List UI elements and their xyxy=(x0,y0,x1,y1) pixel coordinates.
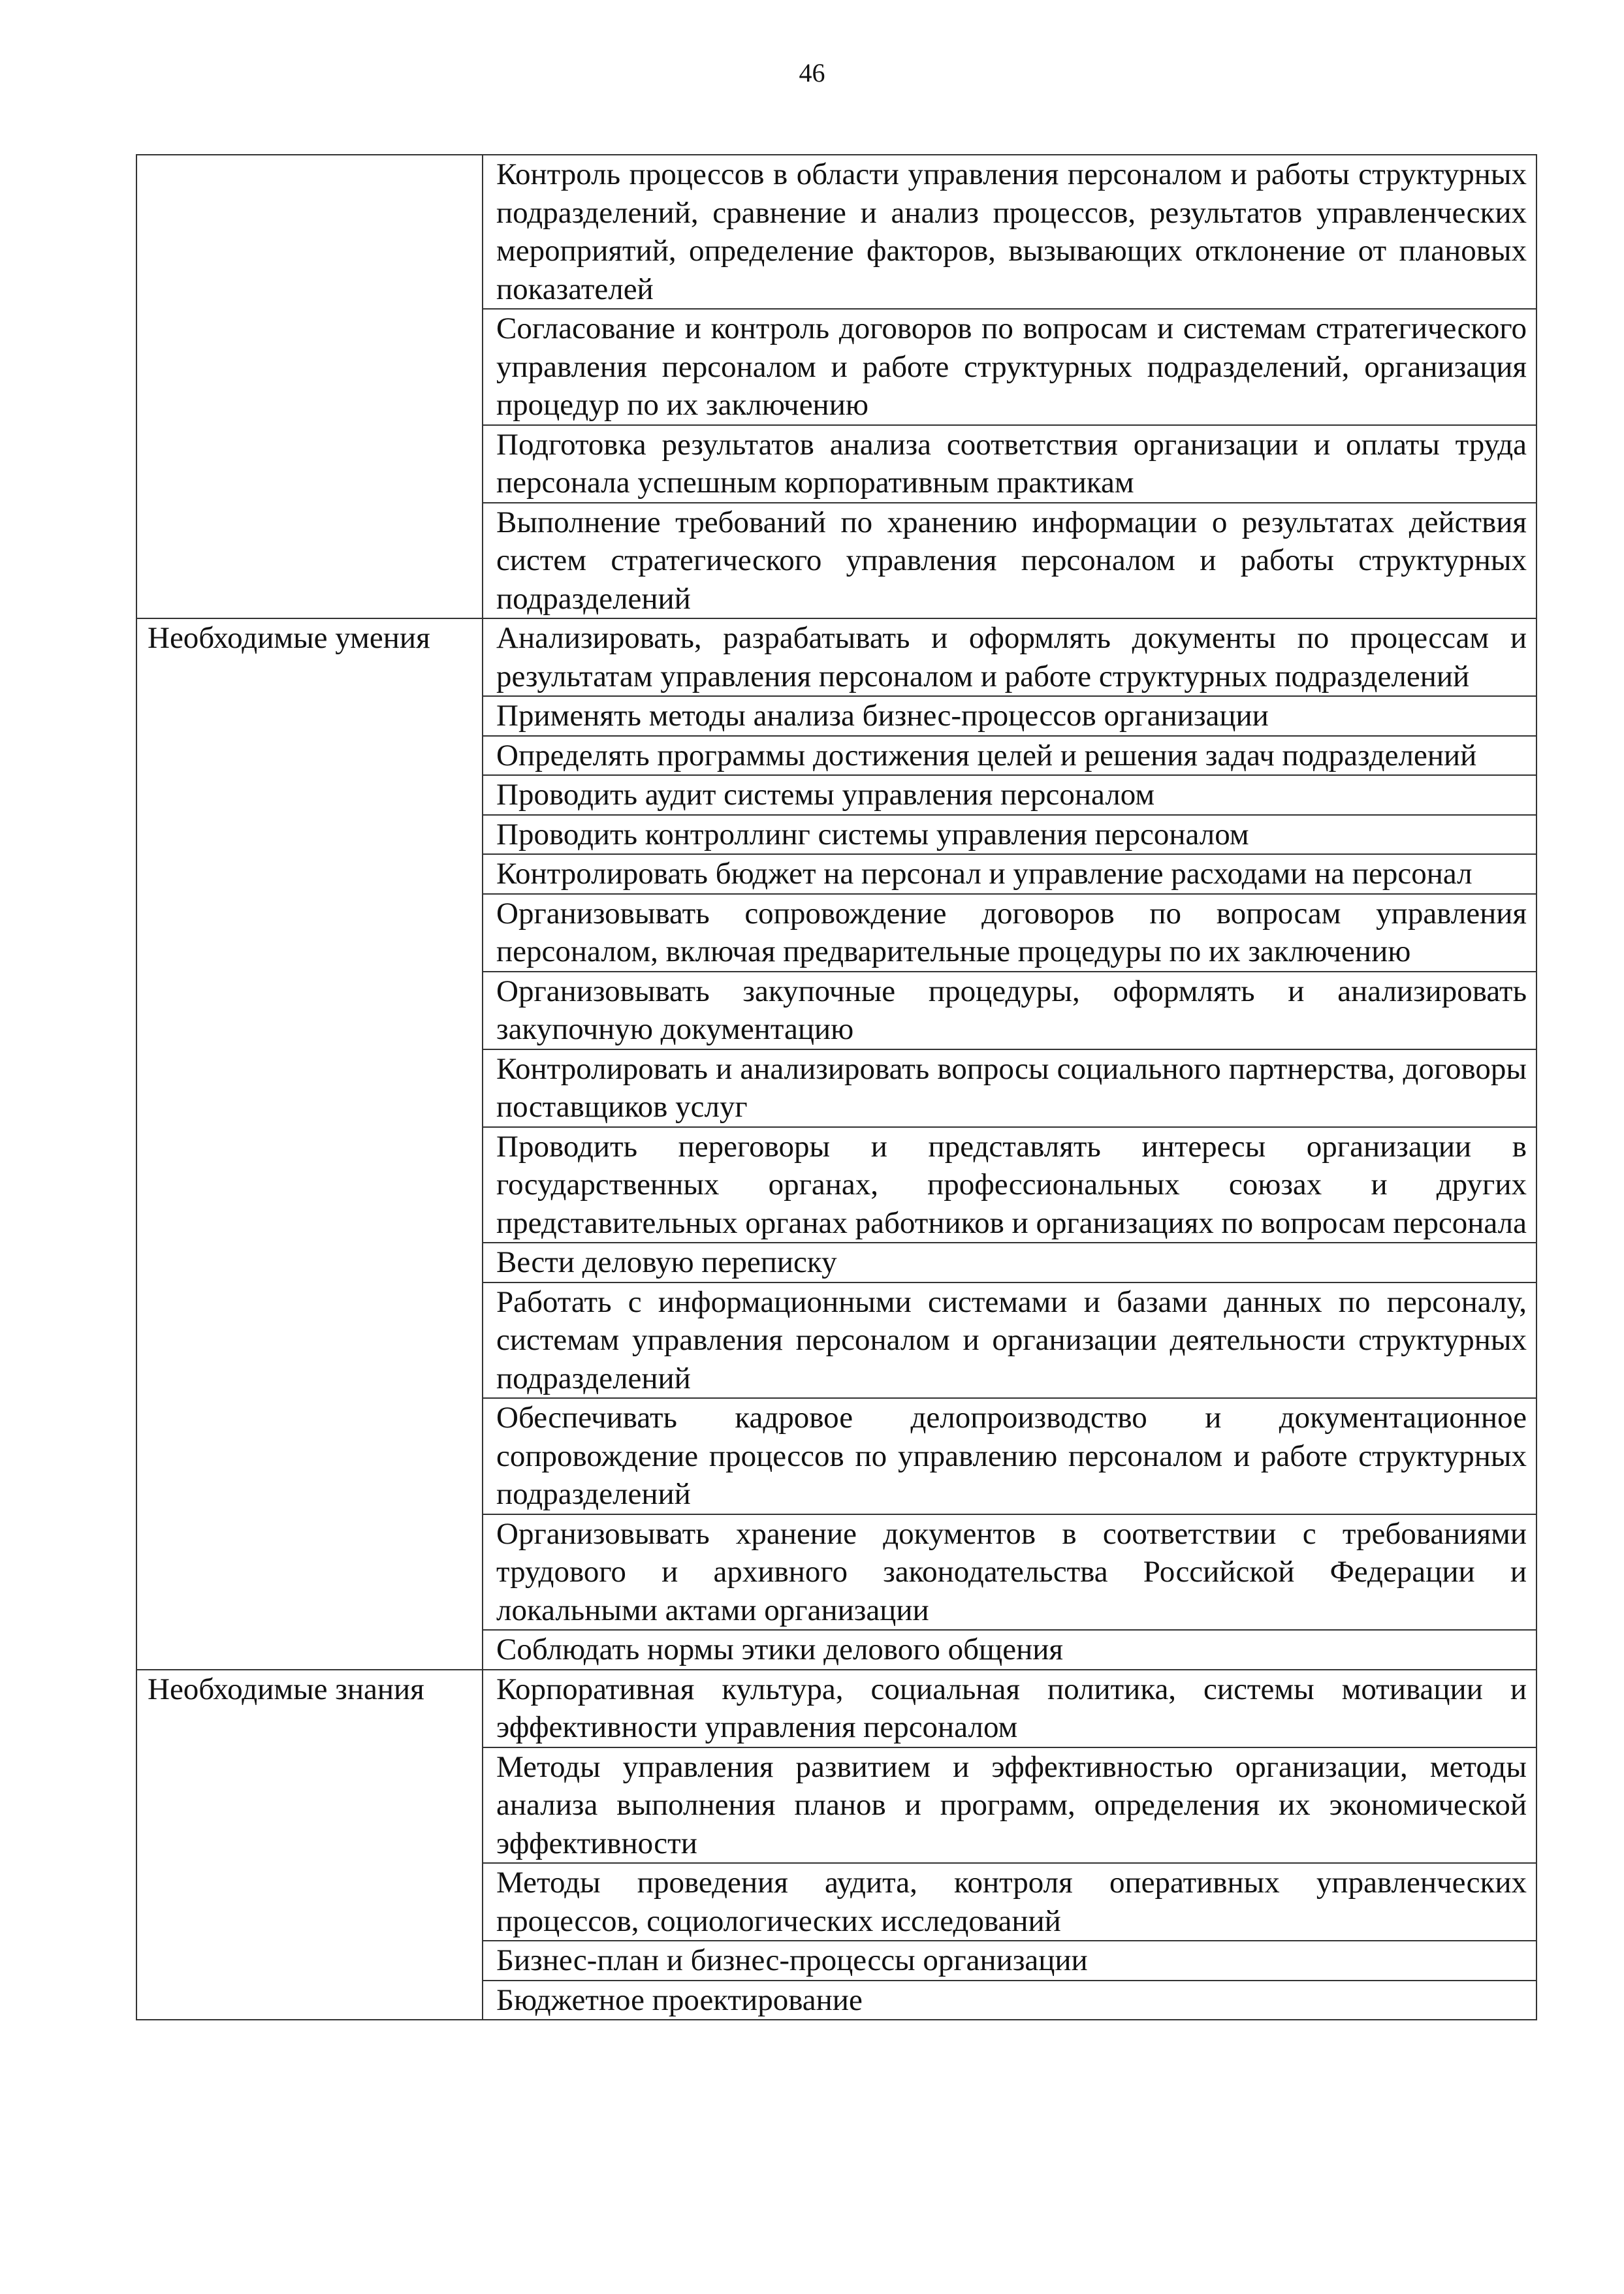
table-cell-text: Работать с информационными системами и базами данных по персоналу, системам управления персоналом и организации деятельности структурных подразделений xyxy=(483,1282,1536,1399)
table-cell-text: Бюджетное проектирование xyxy=(483,1981,1536,2020)
table-cell-text: Контроль процессов в области управления персоналом и работы структурных подразделений, сравнение и анализ процессов, результатов управленческих мероприятий, определение факторов, вызывающих отклонение от плановых показателей xyxy=(483,155,1536,309)
table-cell-text: Подготовка результатов анализа соответствия организации и оплаты труда персонала успешным корпоративным практикам xyxy=(483,425,1536,503)
table-row xyxy=(136,155,1536,309)
table-cell-text: Анализировать, разрабатывать и оформлять документы по процессам и результатам управления персоналом и работе структурных подразделений xyxy=(483,618,1536,696)
table-cell-text: Организовывать закупочные процедуры, оформлять и анализировать закупочную документацию xyxy=(483,972,1536,1049)
section-label xyxy=(136,155,483,618)
section-label: Необходимые умения xyxy=(136,618,483,1670)
table-cell-text: Методы проведения аудита, контроля оперативных управленческих процессов, социологических исследований xyxy=(483,1863,1536,1941)
table-cell-text: Выполнение требований по хранению информации о результатах действия систем стратегического управления персоналом и работы структурных подразделений xyxy=(483,503,1536,619)
page-number: 46 xyxy=(799,58,825,88)
table-cell-text: Контролировать и анализировать вопросы социального партнерства, договоры поставщиков услуг xyxy=(483,1049,1536,1127)
section-label: Необходимые знания xyxy=(136,1670,483,2020)
table-cell-text: Согласование и контроль договоров по вопросам и системам стратегического управления персоналом и работе структурных подразделений, организация процедур по их заключению xyxy=(483,309,1536,425)
table-row xyxy=(136,1670,1536,1747)
table-cell-text: Применять методы анализа бизнес-процессов организации xyxy=(483,696,1536,736)
requirements-table-body xyxy=(136,155,1536,2020)
table-cell-text: Обеспечивать кадровое делопроизводство и документационное сопровождение процессов по управлению персоналом и работе структурных подразделений xyxy=(483,1398,1536,1514)
table-cell-text: Организовывать сопровождение договоров по вопросам управления персоналом, включая предварительные процедуры по их заключению xyxy=(483,894,1536,972)
table-cell-text: Методы управления развитием и эффективностью организации, методы анализа выполнения планов и программ, определения их экономической эффективности xyxy=(483,1747,1536,1864)
table-cell-text: Соблюдать нормы этики делового общения xyxy=(483,1630,1536,1670)
table-cell-text: Контролировать бюджет на персонал и управление расходами на персонал xyxy=(483,854,1536,894)
table-cell-text: Проводить переговоры и представлять интересы организации в государственных органах, профессиональных союзах и других представительных органах работников и организациях по вопросам персонала xyxy=(483,1127,1536,1243)
table-cell-text: Корпоративная культура, социальная политика, системы мотивации и эффективности управления персоналом xyxy=(483,1670,1536,1747)
table-cell-text: Проводить контроллинг системы управления персоналом xyxy=(483,815,1536,855)
table-cell-text: Вести деловую переписку xyxy=(483,1243,1536,1282)
table-cell-text: Бизнес-план и бизнес-процессы организации xyxy=(483,1941,1536,1981)
requirements-table xyxy=(136,154,1537,2020)
table-cell-text: Организовывать хранение документов в соответствии с требованиями трудового и архивного законодательства Российской Федерации и локальными актами организации xyxy=(483,1514,1536,1631)
table-row xyxy=(136,618,1536,696)
table-cell-text: Проводить аудит системы управления персоналом xyxy=(483,775,1536,815)
table-cell-text: Определять программы достижения целей и решения задач подразделений xyxy=(483,736,1536,776)
